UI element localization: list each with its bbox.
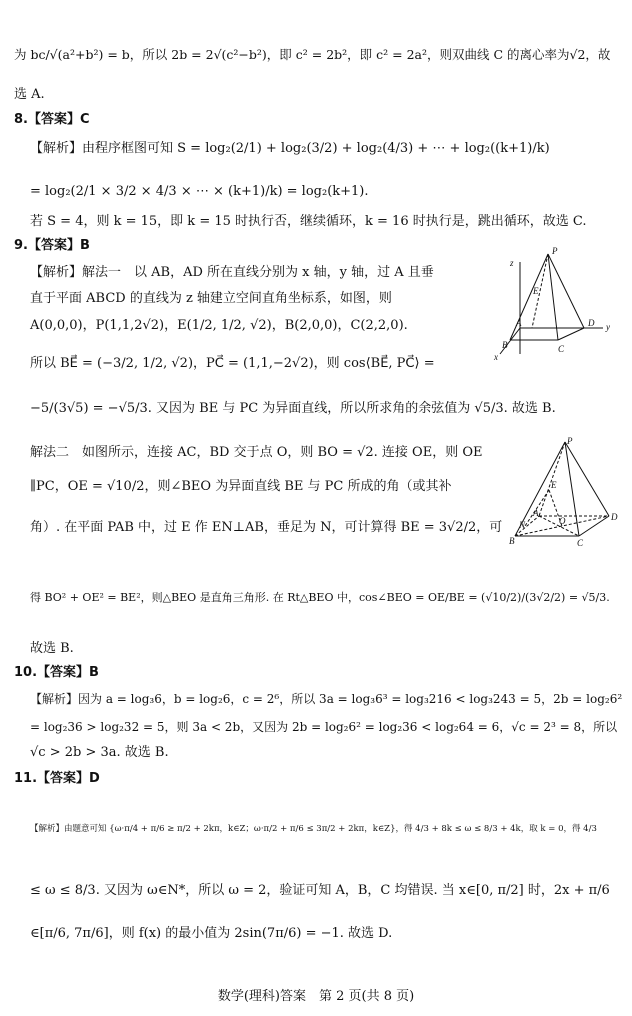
fig1-label-C: C (558, 344, 565, 354)
text-line: A(0,0,0)，P(1,1,2√2)，E(1/2, 1/2, √2)，B(2,0,0)，C(2,2,0). (30, 318, 408, 333)
text-line: 所以 BE⃗ = (−3/2, 1/2, √2)，PC⃗ = (1,1,−2√2)，则 cos⟨BE⃗, PC⃗⟩ = (30, 356, 435, 371)
pyramid-figure-axes (488, 244, 618, 364)
answer-header-10: 10.【答案】B (14, 665, 99, 680)
text-line: √c > 2b > 3a. 故选 B. (30, 745, 169, 760)
fig2-label-B: B (509, 536, 515, 546)
text-line: = log₂36 > log₂32 = 5，则 3a < 2b，又因为 2b = log₂6² = log₂36 < log₂64 = 6，√c = 2³ = 8，所以 (30, 720, 618, 734)
answer-header-8: 8.【答案】C (14, 112, 90, 127)
fig2-label-N: N (519, 520, 526, 530)
fig2-label-D: D (611, 512, 618, 522)
text-line: 【解析】解法一 以 AB，AD 所在直线分别为 x 轴，y 轴，过 A 且垂 (30, 265, 434, 280)
fig1-label-x: x (494, 352, 498, 362)
fig1-label-z: z (510, 258, 514, 268)
pyramid-figure-diagonals (505, 434, 625, 550)
fig2-label-P: P (567, 436, 573, 446)
text-line: ∥PC，OE = √10/2，则∠BEO 为异面直线 BE 与 PC 所成的角（或其补 (30, 479, 452, 494)
text-line: 解法二 如图所示，连接 AC，BD 交于点 O，则 BO = √2. 连接 OE，则 OE (30, 445, 483, 460)
fig1-label-E: E (533, 286, 539, 296)
answer-header-11: 11.【答案】D (14, 771, 100, 786)
fig2-label-C: C (577, 538, 584, 548)
text-line: = log₂(2/1 × 3/2 × 4/3 × ⋯ × (k+1)/k) = log₂(k+1). (30, 184, 369, 199)
answer-header-9: 9.【答案】B (14, 238, 90, 253)
text-line: 【解析】由程序框图可知 S = log₂(2/1) + log₂(3/2) + log₂(4/3) + ⋯ + log₂((k+1)/k) (30, 141, 550, 156)
text-line: 角）. 在平面 PAB 中，过 E 作 EN⊥AB，垂足为 N，可计算得 BE = 3√2/2，可 (30, 520, 503, 535)
text-line: 选 A. (14, 87, 45, 102)
fig2-label-O: O (559, 516, 566, 526)
fig1-label-B: B (502, 340, 508, 350)
fig2-label-E: E (551, 480, 557, 490)
text-line: 【解析】因为 a = log₃6，b = log₂6，c = 2⁶，所以 3a = log₃6³ = log₃216 < log₃243 = 5，2b = log₂6² (30, 692, 623, 706)
text-line: 【解析】由题意可知 {ω·π/4 + π/6 ≥ π/2 + 2kπ，k∈Z；ω·π/2 + π/6 ≤ 3π/2 + 2kπ，k∈Z}，得 4/3 + 8k ≤ ω ≤ 8/3 + 4k，取 k = 0，得 4/3 (30, 824, 597, 834)
fig1-label-y: y (606, 322, 610, 332)
page-footer: 数学(理科)答案 第 2 页(共 8 页) (217, 989, 415, 1004)
fig2-label-A: A (533, 508, 539, 518)
text-line: 直于平面 ABCD 的直线为 z 轴建立空间直角坐标系，如图，则 (30, 291, 392, 306)
fig1-label-A: A (516, 318, 522, 328)
fig1-label-P: P (552, 246, 558, 256)
text-line: 得 BO² + OE² = BE²，则△BEO 是直角三角形. 在 Rt△BEO 中，cos∠BEO = OE/BE = (√10/2)/(3√2/2) = √5/3. (30, 591, 610, 604)
text-line: −5/(3√5) = −√5/3. 又因为 BE 与 PC 为异面直线，所以所求角的余弦值为 √5/3. 故选 B. (30, 401, 556, 416)
text-line: 若 S = 4，则 k = 15，即 k = 15 时执行否，继续循环，k = 16 时执行是，跳出循环，故选 C. (30, 214, 587, 229)
text-line: 为 bc/√(a²+b²) = b，所以 2b = 2√(c²−b²)，即 c² = 2b²，即 c² = 2a²，则双曲线 C 的离心率为√2，故 (14, 47, 611, 62)
text-line: ≤ ω ≤ 8/3. 又因为 ω∈N*，所以 ω = 2，验证可知 A，B，C 均错误. 当 x∈[0, π/2] 时，2x + π/6 (30, 883, 610, 898)
fig1-label-D: D (588, 318, 595, 328)
text-line: 故选 B. (30, 641, 74, 656)
text-line: ∈[π/6, 7π/6]，则 f(x) 的最小值为 2sin(7π/6) = −1. 故选 D. (30, 926, 393, 941)
